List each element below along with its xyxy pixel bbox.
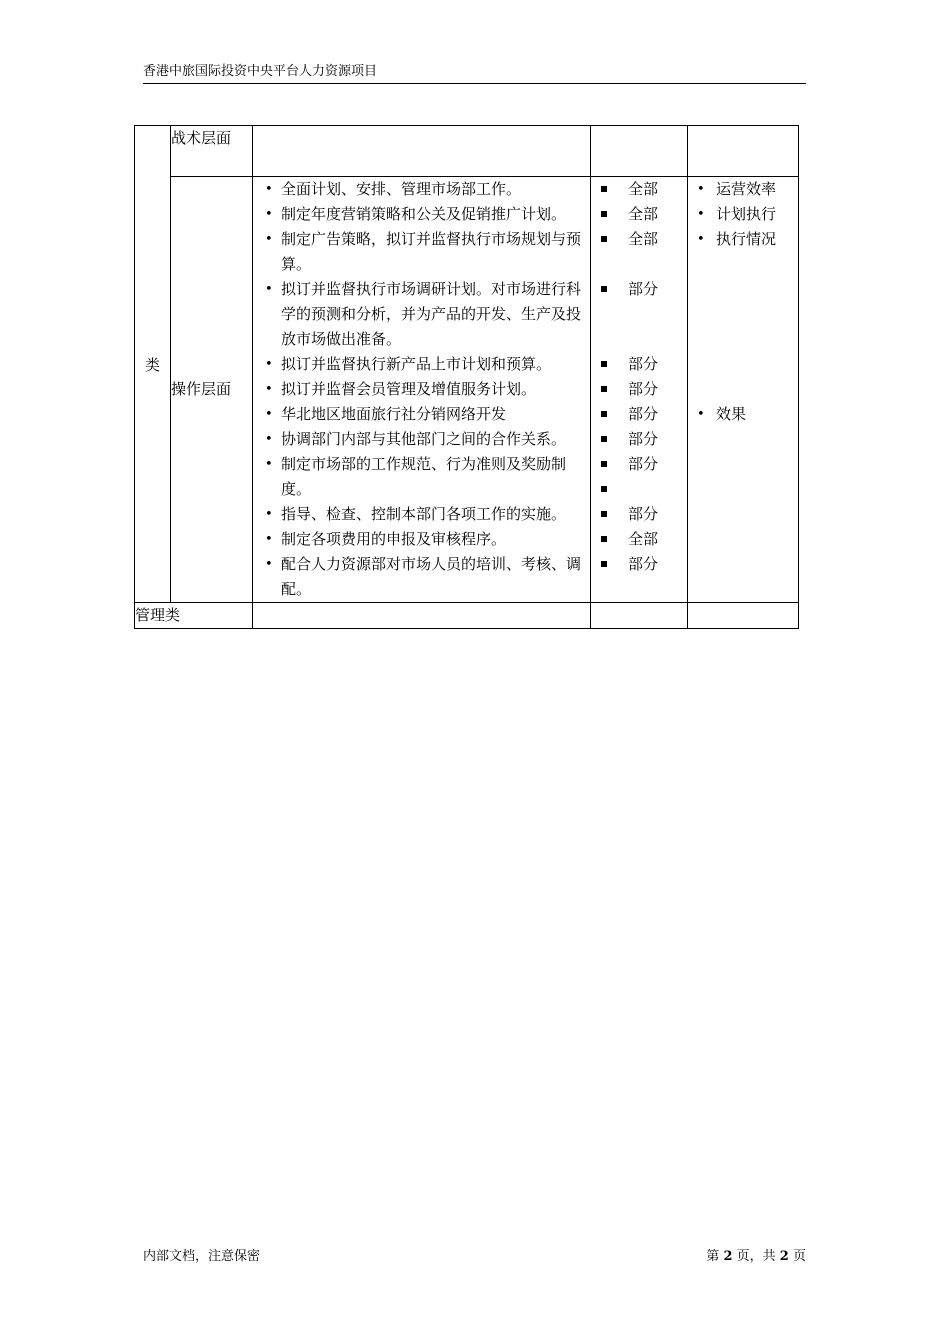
kpi-spacer bbox=[696, 327, 798, 352]
duty-item: • 拟订并监督执行新产品上市计划和预算。 bbox=[261, 352, 584, 377]
kpi-item: • 运营效率 bbox=[696, 177, 798, 202]
tactical-layer-label: 战术层面 bbox=[171, 129, 232, 147]
duty-item: • 协调部门内部与其他部门之间的合作关系。 bbox=[261, 427, 584, 452]
page-total: 2 bbox=[779, 1249, 789, 1264]
kpi-spacer bbox=[696, 252, 798, 277]
scope-spacer bbox=[599, 327, 687, 352]
management-row bbox=[135, 603, 799, 629]
duty-item: • 配合人力资源部对市场人员的培训、考核、调配。 bbox=[261, 552, 584, 602]
management-label-cell bbox=[135, 603, 253, 629]
tactical-layer-cell bbox=[171, 126, 253, 177]
kpi-spacer bbox=[696, 377, 798, 402]
management-label: 管理类 bbox=[135, 606, 181, 624]
operational-kpi-cell bbox=[688, 177, 799, 603]
scope-item-empty bbox=[599, 477, 687, 502]
scope-spacer bbox=[599, 252, 687, 277]
operational-scope-cell bbox=[591, 177, 688, 603]
scope-item: 部分 bbox=[599, 452, 687, 477]
management-kpi-cell bbox=[688, 603, 799, 629]
management-duties-cell bbox=[253, 603, 591, 629]
duties-list bbox=[253, 177, 590, 602]
duty-item: • 拟订并监督执行市场调研计划。对市场进行科学的预测和分析，并为产品的开发、生产及投放市场做出准备。 bbox=[261, 277, 584, 352]
category-cell bbox=[135, 126, 171, 603]
scope-item: 部分 bbox=[599, 352, 687, 377]
tactical-row bbox=[135, 126, 799, 177]
operational-row bbox=[135, 177, 799, 603]
scope-item: 部分 bbox=[599, 552, 687, 577]
scope-item: 全部 bbox=[599, 527, 687, 552]
scope-spacer bbox=[599, 302, 687, 327]
duty-item: • 华北地区地面旅行社分销网络开发 bbox=[261, 402, 584, 427]
kpi-item: • 计划执行 bbox=[696, 202, 798, 227]
confidentiality-notice: 内部文档，注意保密 bbox=[143, 1249, 261, 1264]
operational-layer-cell bbox=[171, 177, 253, 603]
page-prefix: 第 bbox=[706, 1249, 720, 1264]
duty-item: • 制定广告策略，拟订并监督执行市场规划与预算。 bbox=[261, 227, 584, 277]
scope-item: 部分 bbox=[599, 427, 687, 452]
kpi-spacer bbox=[696, 277, 798, 302]
scope-list bbox=[591, 177, 687, 577]
category-label: 类 bbox=[144, 355, 160, 374]
page-current: 2 bbox=[723, 1249, 733, 1264]
kpi-item: • 执行情况 bbox=[696, 227, 798, 252]
scope-item: 全部 bbox=[599, 227, 687, 252]
scope-item: 全部 bbox=[599, 202, 687, 227]
responsibility-table bbox=[134, 125, 799, 629]
tactical-duties-cell bbox=[253, 126, 591, 177]
kpi-list bbox=[688, 177, 798, 427]
operational-layer-label: 操作层面 bbox=[171, 380, 232, 398]
management-scope-cell bbox=[591, 603, 688, 629]
scope-item: 全部 bbox=[599, 177, 687, 202]
scope-item: 部分 bbox=[599, 377, 687, 402]
duty-item: • 全面计划、安排、管理市场部工作。 bbox=[261, 177, 584, 202]
scope-item: 部分 bbox=[599, 277, 687, 302]
document-header-title: 香港中旅国际投资中央平台人力资源项目 bbox=[143, 64, 378, 79]
page-mid: 页，共 bbox=[736, 1249, 776, 1264]
duty-item: • 制定市场部的工作规范、行为准则及奖励制度。 bbox=[261, 452, 584, 502]
duty-item: • 拟订并监督会员管理及增值服务计划。 bbox=[261, 377, 584, 402]
tactical-kpi-cell bbox=[688, 126, 799, 177]
duty-item: • 制定年度营销策略和公关及促销推广计划。 bbox=[261, 202, 584, 227]
header-divider bbox=[143, 83, 806, 84]
tactical-scope-cell bbox=[591, 126, 688, 177]
duty-item: • 指导、检查、控制本部门各项工作的实施。 bbox=[261, 502, 584, 527]
kpi-spacer bbox=[696, 302, 798, 327]
scope-item: 部分 bbox=[599, 402, 687, 427]
operational-duties-cell bbox=[253, 177, 591, 603]
kpi-spacer bbox=[696, 352, 798, 377]
page-number bbox=[706, 1248, 806, 1266]
kpi-item: • 效果 bbox=[696, 402, 798, 427]
page-suffix: 页 bbox=[792, 1249, 806, 1264]
duty-item: • 制定各项费用的申报及审核程序。 bbox=[261, 527, 584, 552]
scope-item: 部分 bbox=[599, 502, 687, 527]
